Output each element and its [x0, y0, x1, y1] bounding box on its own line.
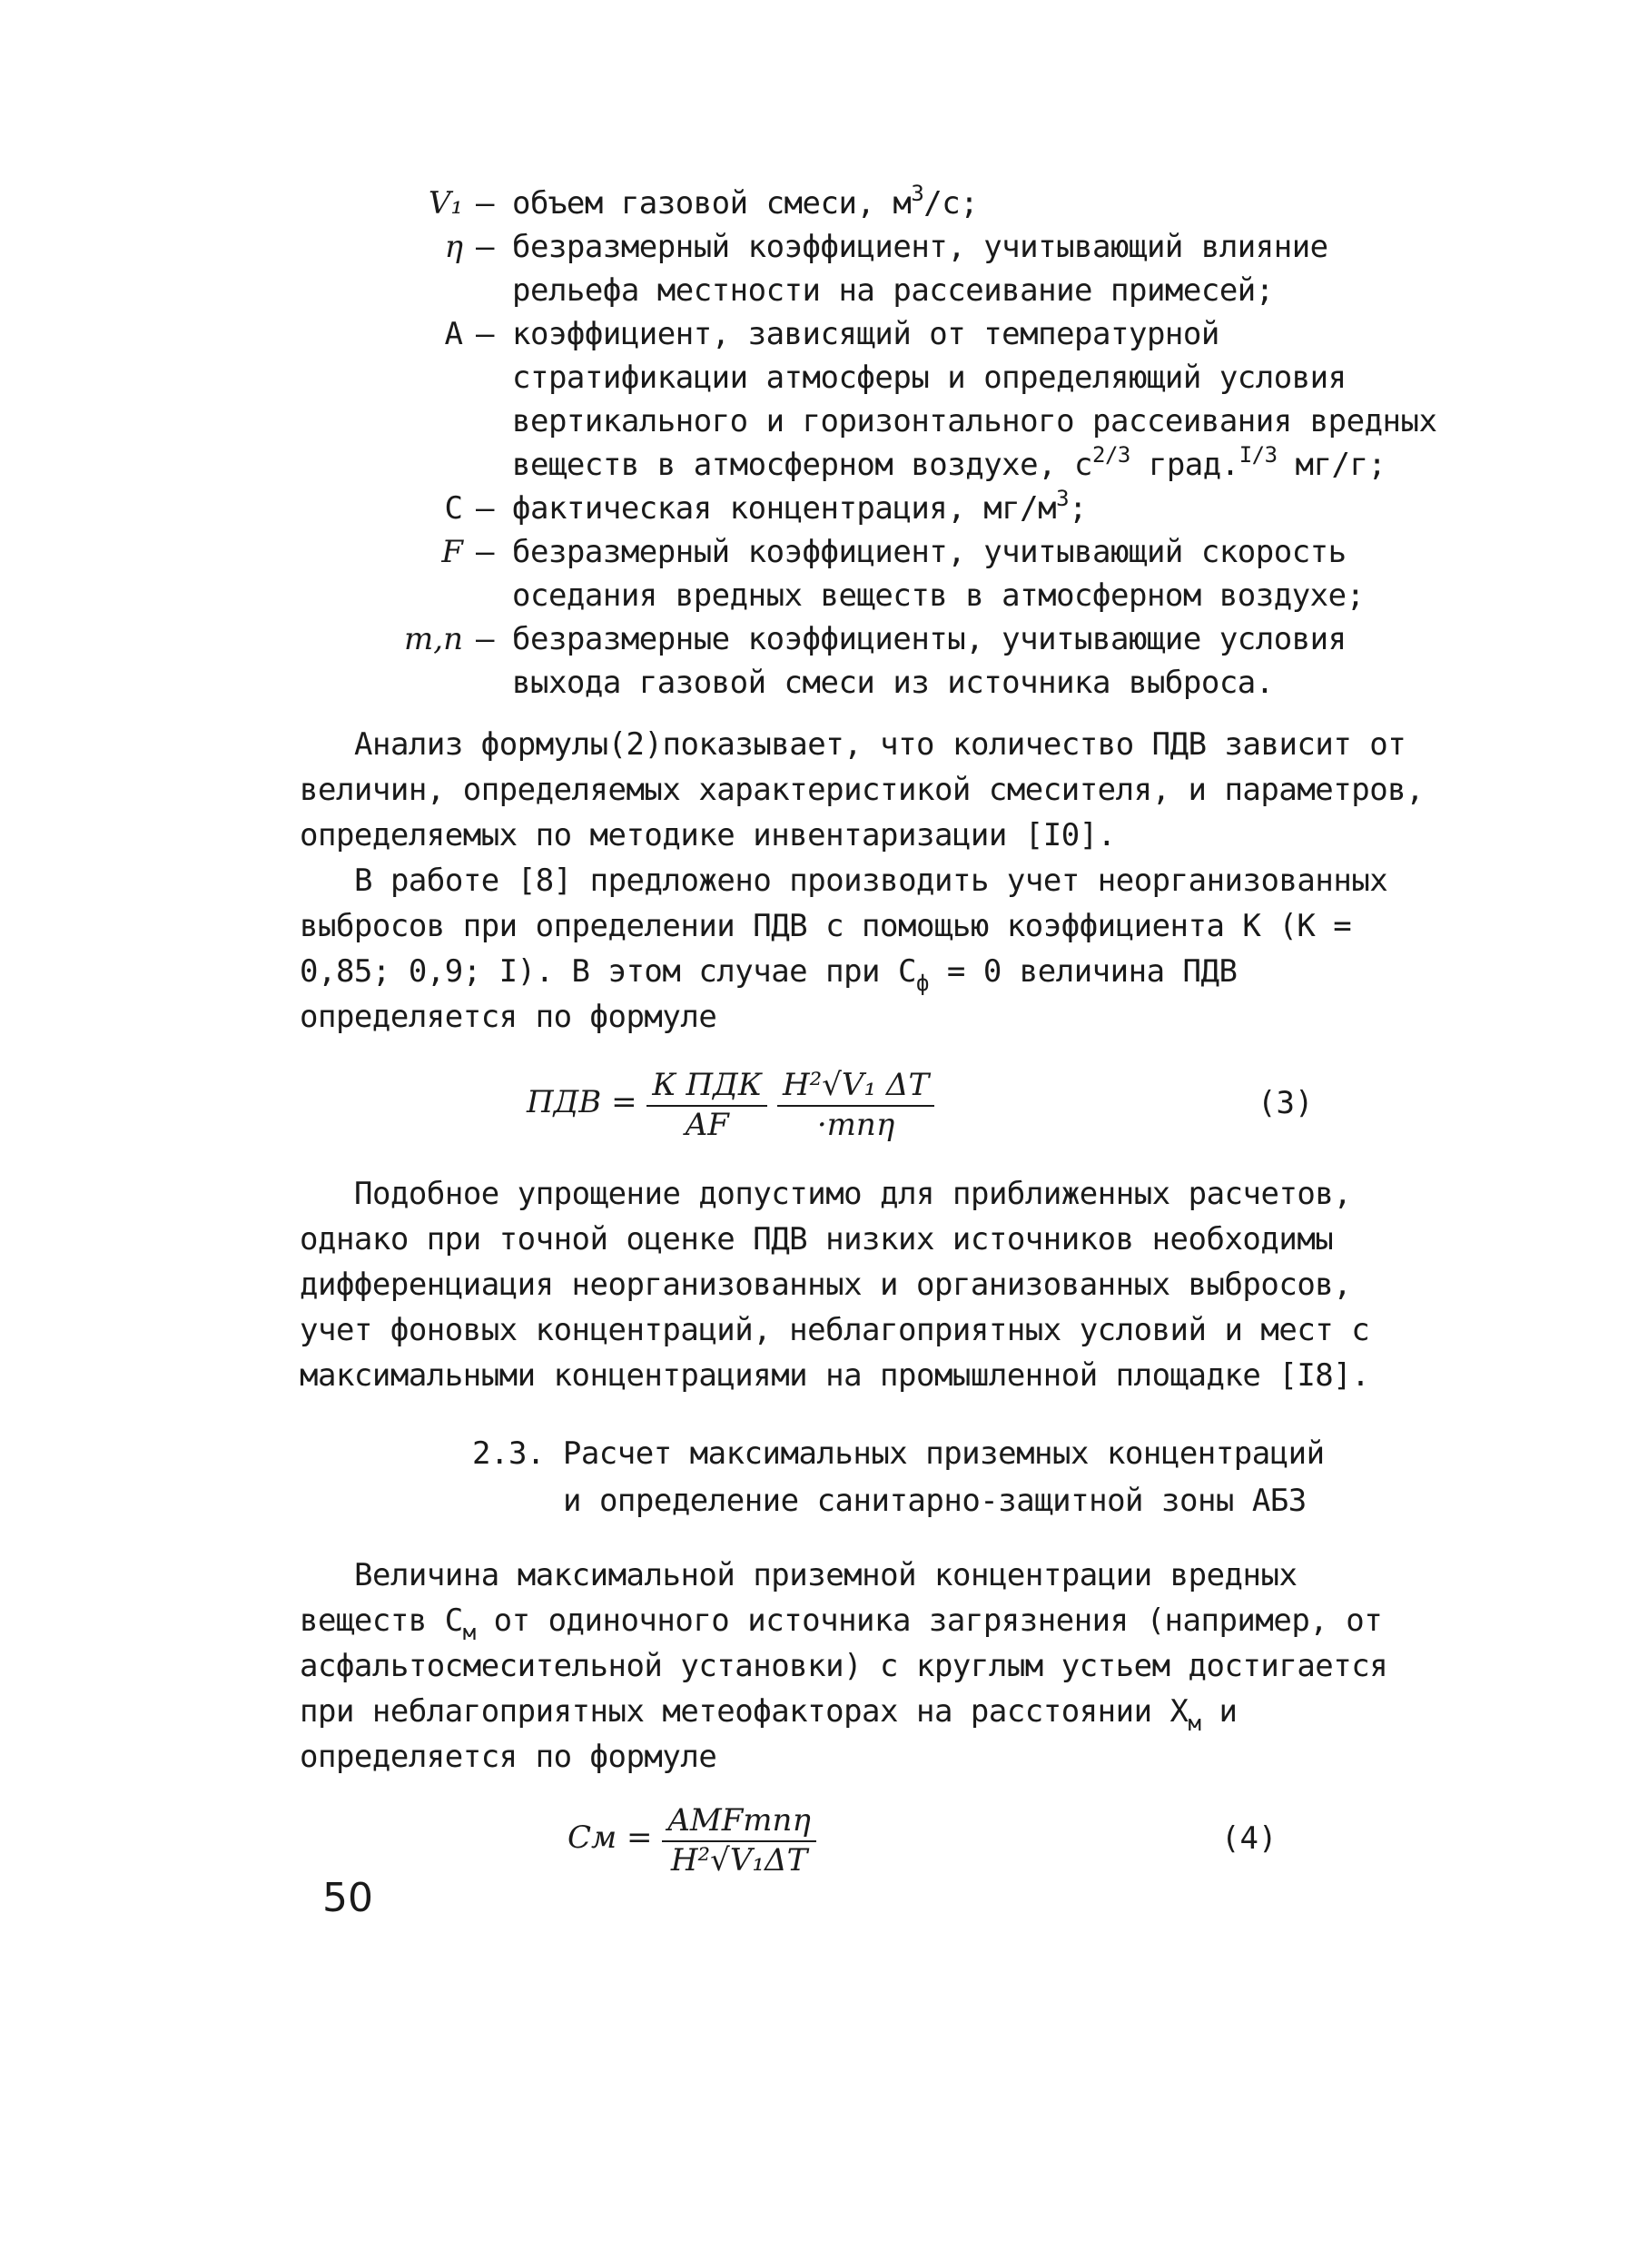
- definition-symbol: F: [441, 534, 463, 570]
- formula-fraction: $\frac{\text{AMFmnη}}{\text{H²√V₁ΔT}}$: [662, 1802, 815, 1877]
- definition-symbol: m,n: [404, 621, 463, 657]
- equation-number-4: (4): [1221, 1820, 1278, 1857]
- definition-text: безразмерный коэффициент, учитывающий скорость оседания вредных веществ в атмосферном воздухе;: [512, 534, 1365, 614]
- formula-fraction-2: $\frac{\text{H²√V₁ ΔT}}{\text{·mnη}}$: [777, 1067, 934, 1141]
- paragraph-unorganized-emissions: В работе [8] предложено производить учет неорганизованных выбросов при определении ПДВ с помощью коэффициента К (К = 0,85; 0,9; I). В этом случае при $С_ф = 0$ величина ПДВ определяется по формуле: [300, 863, 1388, 1035]
- definition-v1: V₁ – объем газовой смеси, $м^3/с$;: [327, 182, 1444, 225]
- formula-lhs: Cм: [567, 1819, 617, 1856]
- definition-eta: η – безразмерный коэффициент, учитывающий влияние рельефа местности на рассеивание примесей;: [327, 225, 1444, 312]
- section-heading: 2.3. Расчет максимальных приземных концентраций и определение санитарно-защитной зоны АБЗ: [472, 1435, 1325, 1519]
- formula-3: ПДВ = $\frac{\text{К ПДК}}{AF}$ $\frac{\text{H²√V₁ ΔT}}{\text{·mnη}}$: [527, 1067, 934, 1141]
- paragraph-analysis: Анализ формулы(2)показывает, что количество ПДВ зависит от величин, определяемых характеристикой смесителя, и параметров, определяемых по методике инвентаризации [I0].: [300, 726, 1425, 853]
- definition-text: коэффициент, зависящий от температурной стратификации атмосферы и определяющий условия вертикального и горизонтального рассеивания вредных веществ в атмосферном воздухе, $с^{2/3}$ град.$^{I/3}$ мг/г;: [512, 316, 1437, 483]
- page-number: 50: [322, 1875, 373, 1921]
- paragraph-simplification: Подобное упрощение допустимо для приближенных расчетов, однако при точной оценке ПДВ низких источников необходимы дифференциация неорганизованных и организованных выбросов, учет фоновых концентраций, неблагоприятных условий и мест с максимальными концентрациями на промышленной площадке [I8].: [300, 1176, 1370, 1394]
- definition-symbol: η: [444, 229, 463, 265]
- paragraph-max-concentration: Величина максимальной приземной концентрации вредных веществ $С_м$ от одиночного источника загрязнения (например, от асфальтосмесительной установки) с круглым устьем достигается при неблагоприятных метеофакторах на расстоянии $Х_м$ и определяется по формуле: [300, 1557, 1388, 1775]
- definition-mn: m,n – безразмерные коэффициенты, учитывающие условия выхода газовой смеси из источника выброса.: [327, 617, 1444, 705]
- definition-c: C – фактическая концентрация, $мг/м^3$;: [327, 487, 1444, 530]
- definition-text: безразмерные коэффициенты, учитывающие условия выхода газовой смеси из источника выброса.: [512, 621, 1347, 701]
- definition-symbol: C: [444, 490, 463, 527]
- definition-text: безразмерный коэффициент, учитывающий влияние рельефа местности на рассеивание примесей;: [512, 229, 1328, 309]
- definition-f: F – безразмерный коэффициент, учитывающий скорость оседания вредных веществ в атмосферном воздухе;: [327, 530, 1444, 617]
- definitions-list: [327, 182, 1444, 705]
- definition-a: A – коэффициент, зависящий от температурной стратификации атмосферы и определяющий условия вертикального и горизонтального рассеивания вредных веществ в атмосферном воздухе, $с^{2/3}$ град.$^{I/3}$ мг/г;: [327, 312, 1444, 487]
- formula-fraction-1: $\frac{\text{К ПДК}}{AF}$: [646, 1067, 767, 1141]
- definition-symbol: A: [444, 316, 463, 352]
- definition-symbol: V₁: [428, 185, 463, 222]
- equation-number-3: (3): [1258, 1085, 1314, 1121]
- formula-lhs: ПДВ: [527, 1084, 602, 1120]
- formula-4: Cм = $\frac{\text{AMFmnη}}{\text{H²√V₁ΔT}}$: [567, 1802, 816, 1877]
- definition-text: объем газовой смеси, $м^3/с$;: [512, 181, 979, 222]
- definition-text: фактическая концентрация, $мг/м^3$;: [512, 486, 1088, 527]
